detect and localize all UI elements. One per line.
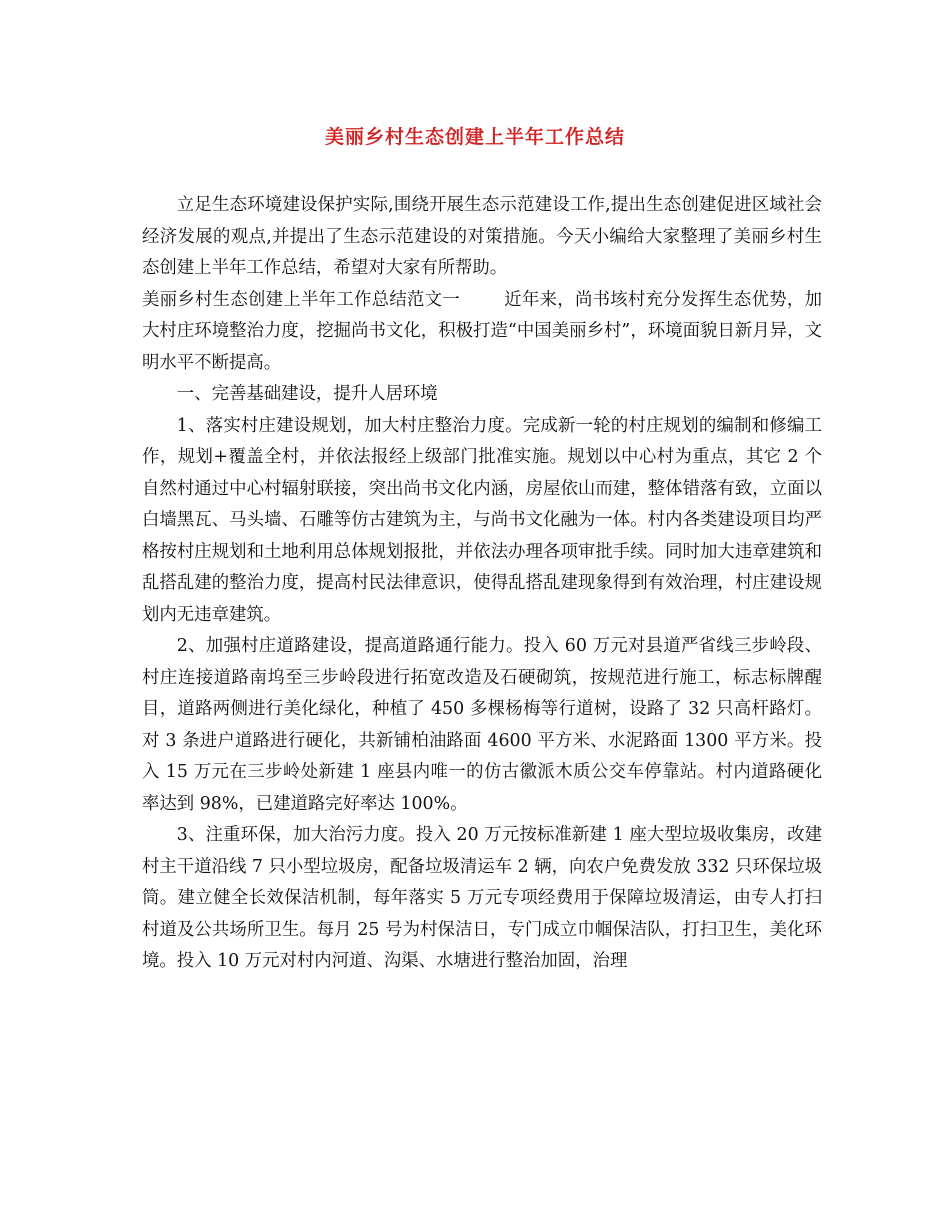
- item-1-paragraph: 1、落实村庄建设规划，加大村庄整治力度。完成新一轮的村庄规划的编制和修编工作，规划+覆盖全村，并依法报经上级部门批准实施。规划以中心村为重点，其它 2 个自然村通过中心村辐射联接，突出尚书文化内涵，房屋依山而建，整体错落有致，立面以白墙黑瓦、马头墙、石雕等仿古建筑为主，与尚书文化融为一体。村内各类建设项目均严格按村庄规划和土地利用总体规划报批，并依法办理各项审批手续。同时加大违章建筑和乱搭乱建的整治力度，提高村民法律意识，使得乱搭乱建现象得到有效治理，村庄建设规划内无违章建筑。: [142, 415, 822, 625]
- intro-paragraph: 立足生态环境建设保护实际,围绕开展生态示范建设工作,提出生态创建促进区域社会经济发展的观点,并提出了生态示范建设的对策措施。今天小编给大家整理了美丽乡村生态创建上半年工作总结，希望对大家有所帮助。: [142, 195, 822, 278]
- item-2-paragraph: 2、加强村庄道路建设，提高道路通行能力。投入 60 万元对县道严省线三步岭段、村庄连接道路南坞至三步岭段进行拓宽改造及石硬砌筑，按规范进行施工，标志标牌醒目，道路两侧进行美化绿化，种植了 450 多棵杨梅等行道树，设路了 32 只高杆路灯。对 3 条进户道路进行硬化，共新铺柏油路面 4600 平方米、水泥路面 1300 平方米。投入 15 万元在三步岭处新建 1 座县内唯一的仿古徽派木质公交车停靠站。村内道路硬化率达到 98%，已建道路完好率达 100%。: [142, 636, 822, 814]
- sample-lead-text: 近年来，尚书垓村充分发挥生态优势，加大村庄环境整治力度，挖掘尚书文化，积极打造“中国美丽乡村”，环境面貌日新月异，文明水平不断提高。: [142, 289, 822, 373]
- section-1-heading: 一、完善基础建设，提升人居环境: [176, 384, 438, 404]
- document-title: 美丽乡村生态创建上半年工作总结: [324, 126, 625, 148]
- sample-paragraph: [142, 285, 822, 380]
- document-body: [142, 190, 822, 978]
- sample-heading: 美丽乡村生态创建上半年工作总结范文一: [142, 289, 460, 310]
- item-3-paragraph: 3、注重环保，加大治污力度。投入 20 万元按标准新建 1 座大型垃圾收集房，改建村主干道沿线 7 只小型垃圾房，配备垃圾清运车 2 辆，向农户免费发放 332 只环保垃圾筒。建立健全长效保洁机制，每年落实 5 万元专项经费用于保障垃圾清运，由专人打扫村道及公共场所卫生。每月 25 号为村保洁日，专门成立巾帼保洁队，打扫卫生，美化环境。投入 10 万元对村内河道、沟渠、水塘进行整治加固，治理: [142, 825, 822, 971]
